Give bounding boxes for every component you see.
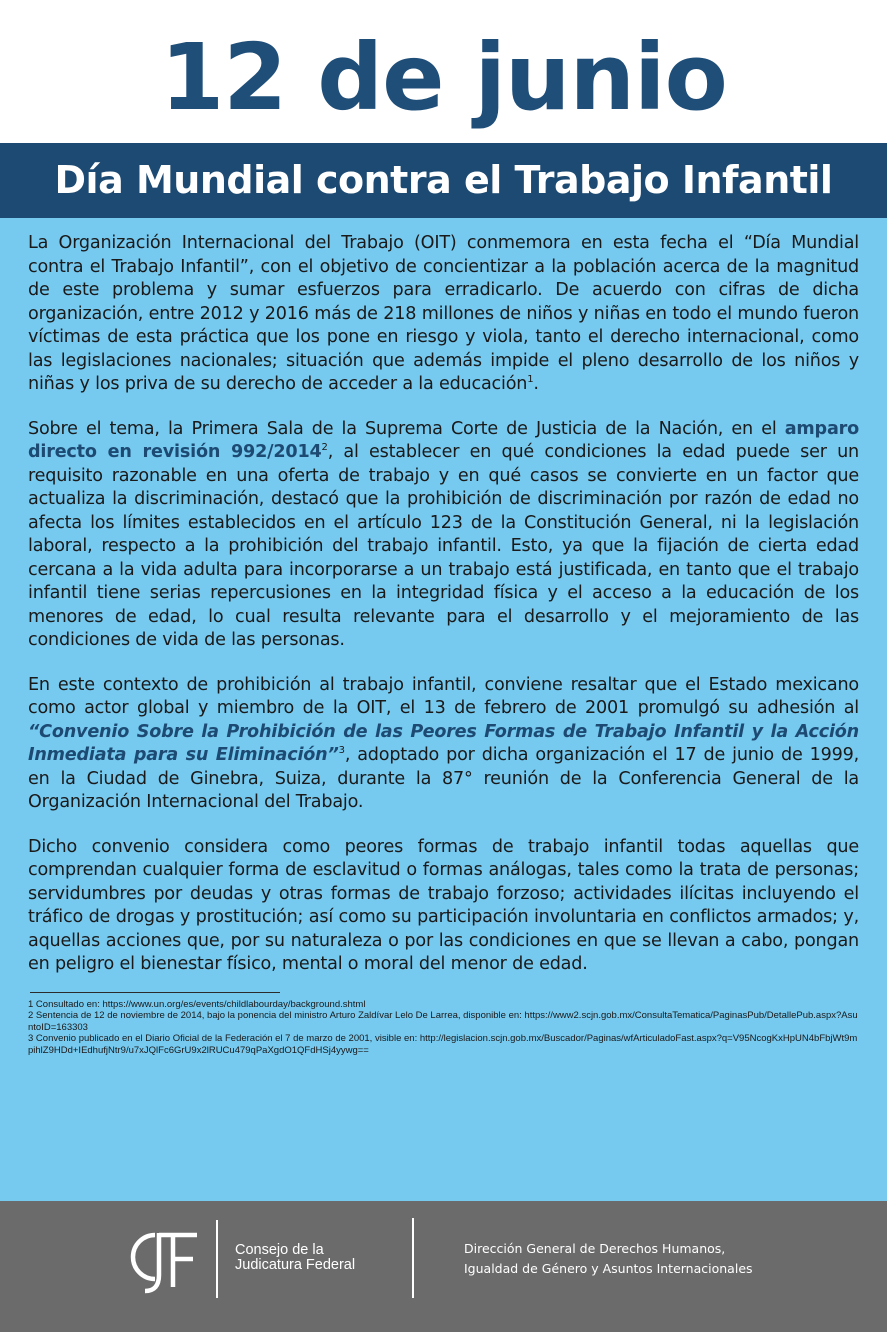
footnote-3: 3 Convenio publicado en el Diario Oficial de la Federación el 7 de marzo de 2001, visible en: http://legislacion.scjn.gob.mx/Buscador/Paginas/wfArticuladoFast.aspx?q=V95NcogKxHpUN4bFbjWt9mpihlZ9HDd+IEdhufjNtr9/u7xJQlFc6GrU9x2lRUCu479qPaXgdO1QFdHSj4yywg== xyxy=(28,1033,858,1056)
footnote-1: 1 Consultado en: https://www.un.org/es/events/childlabourday/background.shtml xyxy=(28,998,366,1010)
footnote-ref-3: 3 xyxy=(338,745,345,757)
footnote-2: 2 Sentencia de 12 de noviembre de 2014, bajo la ponencia del ministro Arturo Zaldívar Lelo De Larrea, disponible en: https://www2.scjn.gob.mx/ConsultaTematica/PaginasPub/DetallePub.aspx?AsuntoID=163303 xyxy=(28,1010,858,1033)
org-name-line-1: Consejo de la xyxy=(235,1242,324,1258)
department-line-1: Dirección General de Derechos Humanos, xyxy=(464,1241,726,1256)
page-title: Día Mundial contra el Trabajo Infantil xyxy=(54,158,833,202)
paragraph-3-start: En este contexto de prohibición al trabajo infantil, conviene resaltar que el Estado mexicano como actor global y miembro de la OIT, el 13 de febrero de 2001 promulgó su adhesión al xyxy=(28,674,859,718)
paragraph-2 xyxy=(28,418,859,653)
page-header xyxy=(0,0,887,143)
convention-title: “Convenio Sobre la Prohibición de las Peores Formas de Trabajo Infantil y la Acción Inmediata para su Eliminación” xyxy=(28,721,859,765)
cjf-logo xyxy=(125,1225,203,1297)
footer-divider-2 xyxy=(412,1218,414,1298)
org-name-line-2: Judicatura Federal xyxy=(235,1257,356,1273)
page-footer xyxy=(0,1201,887,1332)
footnote-ref-1: 1 xyxy=(527,374,534,386)
case-reference: amparo directo en revisión 992/2014 xyxy=(28,418,859,462)
footnote-divider xyxy=(30,992,280,993)
date-title: 12 de junio xyxy=(160,24,727,131)
footer-divider-1 xyxy=(216,1220,218,1298)
paragraph-2-start: Sobre el tema, la Primera Sala de la Suprema Corte de Justicia de la Nación, en el xyxy=(28,418,777,439)
paragraph-1-text: La Organización Internacional del Trabajo (OIT) conmemora en esta fecha el “Día Mundial contra el Trabajo Infantil”, con el objetivo de concientizar a la población acerca de la magnitud de este problema y sumar esfuerzos para erradicarlo. De acuerdo con cifras de dicha organización, entre 2012 y 2016 más de 218 millones de niños y niñas en todo el mundo fueron víctimas de esta práctica que los pone en riesgo y viola, tanto el derecho internacional, como las legislaciones nacionales; situación que además impide el pleno desarrollo de los niños y niñas y los priva de su derecho de acceder a la educación xyxy=(28,233,859,394)
paragraph-4: Dicho convenio considera como peores formas de trabajo infantil todas aquellas que comprendan cualquier forma de esclavitud o formas análogas, tales como la trata de personas; servidumbres por deudas y otras formas de trabajo forzoso; actividades ilícitas incluyendo el tráfico de drogas y prostitución; así como su participación involuntaria en conflictos armados; y, aquellas acciones que, por su naturaleza o por las condiciones en que se llevan a cabo, pongan en peligro el bienestar físico, mental o moral del menor de edad. xyxy=(28,836,859,974)
department-line-2: Igualdad de Género y Asuntos Internacionales xyxy=(464,1261,753,1276)
org-name xyxy=(235,1243,355,1273)
paragraph-2-end: , al establecer en qué condiciones la edad puede ser un requisito razonable en una oferta de trabajo y en qué casos se convierte en un factor que actualiza la discriminación, destacó que la prohibición de discriminación por razón de edad no afecta los límites establecidos en el artículo 123 de la Constitución General, ni la legislación laboral, respecto a la prohibición del trabajo infantil. Esto, ya que la fijación de cierta edad cercana a la vida adulta para incorporarse a un trabajo está justificada, en tanto que el trabajo infantil tiene serias repercusiones en la integridad física y el acceso a la educación de los menores de edad, lo cual resulta relevante para el desarrollo y el mejoramiento de las condiciones de vida de las personas. xyxy=(28,442,859,650)
paragraph-3-end: , adoptado por dicha organización el 17 de junio de 1999, en la Ciudad de Ginebra, Suiza, durante la 87° reunión de la Conferencia General de la Organización Internacional del Trabajo. xyxy=(28,745,859,812)
main-content xyxy=(0,218,887,1201)
paragraph-1: La Organización Internacional del Trabajo (OIT) conmemora en esta fecha el “Día Mundial contra el Trabajo Infantil”, con el objetivo de concientizar a la población acerca de la magnitud de este problema y sumar esfuerzos para erradicarlo. De acuerdo con cifras de dicha organización, entre 2012 y 2016 más de 218 millones de niños y niñas en todo el mundo fueron víctimas de esta práctica que los pone en riesgo y viola, tanto el derecho internacional, como las legislaciones nacionales; situación que además impide el pleno desarrollo de los niños y niñas y los priva de su derecho de acceder a la educación$^1$. xyxy=(28,233,859,394)
footnote-ref-2: 2 xyxy=(321,442,328,454)
title-banner xyxy=(0,143,887,218)
department-name xyxy=(464,1239,753,1279)
paragraph-3 xyxy=(28,674,859,815)
